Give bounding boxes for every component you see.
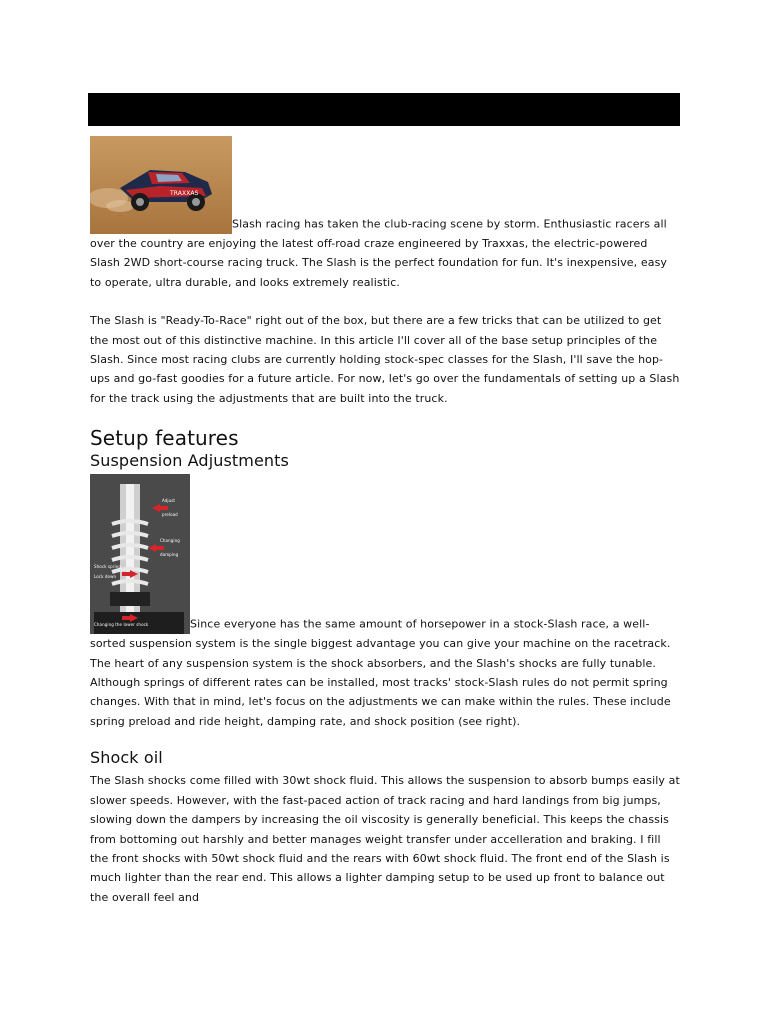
svg-text:preload: preload xyxy=(162,512,178,518)
setup-features-heading: Setup features xyxy=(90,426,239,451)
svg-text:TRAXXAS: TRAXXAS xyxy=(170,190,199,197)
suspension-paragraph: Adjust preload Changing damping Shock spring Lock down Changing the lower shock Since everyone has the same amount of horsepower in a stock-Slash race, a well-sorted suspension system is the single biggest advantage you can give your machine on the racetrack. The heart of any suspension system is the shock absorbers, and the Slash's shocks are fully tunable. Although springs of different rates can be installed, most tracks' stock-Slash rules do not permit spring changes. With that in mind, let's focus on the adjustments we can make within the rules. These include spring preload and ride height, damping rate, and shock position (see right). xyxy=(90,474,680,731)
shock-oil-paragraph: The Slash shocks come filled with 30wt shock fluid. This allows the suspension to absorb bumps easily at slower speeds. However, with the fast-paced action of track racing and hard landings from big jumps, slowing down the dampers by increasing the oil viscosity is generally beneficial. This keeps the chassis from bottoming out harshly and better manages weight transfer under accelleration and braking. I fill the front shocks with 50wt shock fluid and the rears with 60wt shock fluid. The front end of the Slash is much lighter than the rear end. This allows a lighter damping setup to be used up front to balance out the overall feel and xyxy=(90,774,680,904)
svg-text:Lock down: Lock down xyxy=(94,574,117,580)
intro-paragraph-2: The Slash is "Ready-To-Race" right out of the box, but there are a few tricks that can be utilized to get the most out of this distinctive machine. In this article I'll cover all of the base setup principles of the Slash. Since most racing clubs are currently holding stock-spec classes for the Slash, I'll save the hop-ups and go-fast goodies for a future article. For now, let's go over the fundamentals of setting up a Slash for the track using the adjustments that are built into the truck. xyxy=(90,314,680,405)
svg-text:Shock spring: Shock spring xyxy=(94,564,121,570)
svg-text:Changing: Changing xyxy=(160,538,180,544)
article-body xyxy=(90,136,680,907)
rc-truck-photo-icon xyxy=(90,136,232,234)
suspension-adjustments-heading: Suspension Adjustments xyxy=(90,451,289,471)
shock-oil-heading: Shock oil xyxy=(90,748,163,768)
svg-text:Adjust: Adjust xyxy=(162,498,176,504)
shock-absorber-photo-icon xyxy=(90,474,190,634)
intro-paragraph-1: TRAXXAS Slash racing has taken the club-racing scene by storm. Enthusiastic racers all over the country are enjoying the latest off-road craze engineered by Traxxas, the electric-powered Slash 2WD short-course racing truck. The Slash is the perfect foundation for fun. It's inexpensive, easy to operate, ultra durable, and looks extremely realistic. xyxy=(90,136,680,292)
svg-text:Changing the lower shock: Changing the lower shock xyxy=(94,622,149,628)
title-bar xyxy=(88,93,680,126)
svg-text:damping: damping xyxy=(160,552,179,558)
